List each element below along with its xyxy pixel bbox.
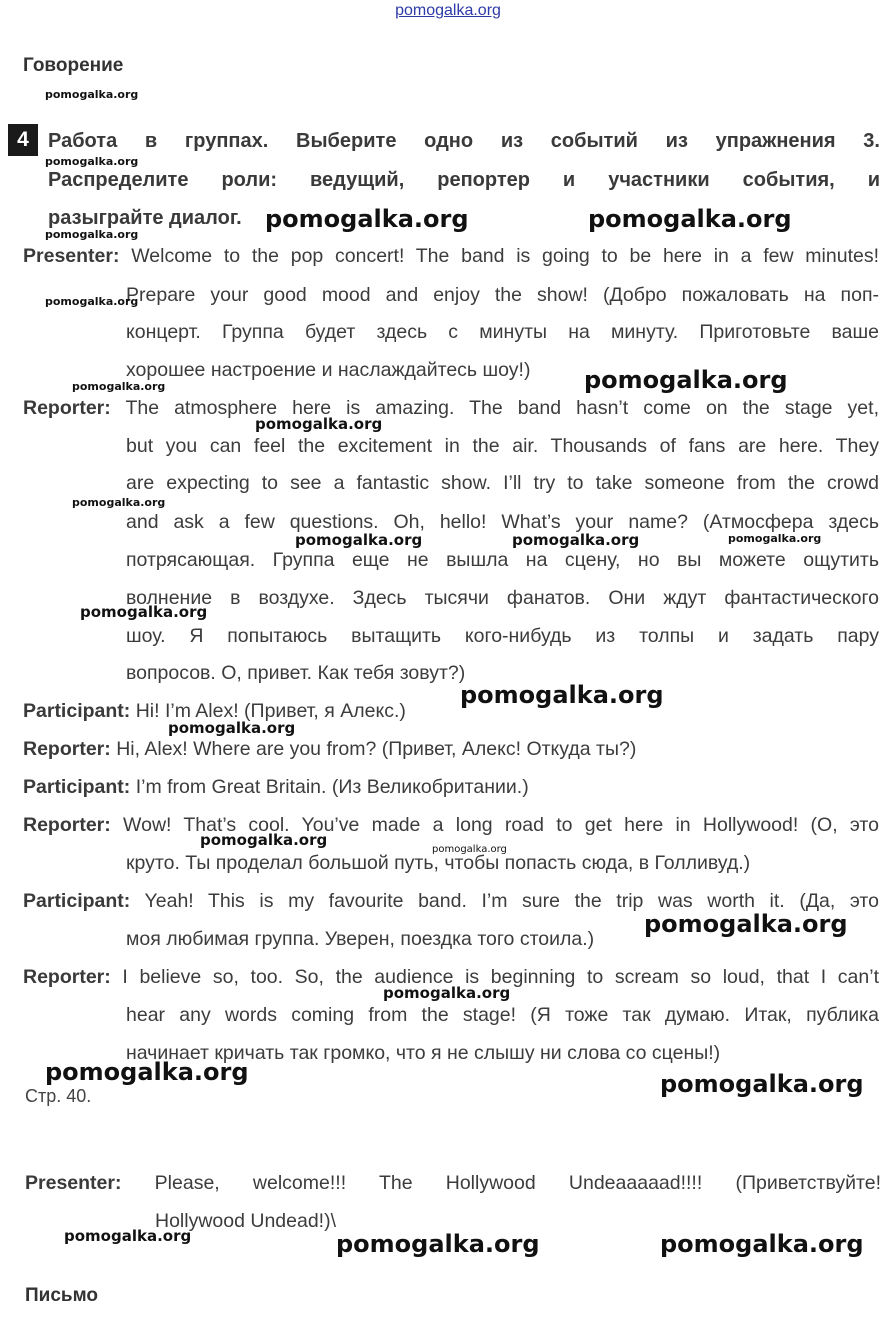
dialogue-line: концерт. Группа будет здесь с минуты на минуту. Приготовьте ваше <box>126 321 879 343</box>
dialogue-line: but you can feel the excitement in the air. Thousands of fans are here. They <box>126 435 879 457</box>
site-link[interactable]: pomogalka.org <box>395 2 501 19</box>
dialogue-line: Hollywood Undead!)\ <box>155 1210 337 1232</box>
dialogue-line: hear any words coming from the stage! (Я тоже так думаю. Итак, публика <box>126 1004 879 1026</box>
watermark: pomogalka.org <box>64 1227 192 1245</box>
dialogue-text: Please, welcome!!! The Hollywood Undeaaaaad!!!! (Приветствуйте! <box>154 1172 881 1194</box>
page-reference: Стр. 40. <box>25 1086 92 1106</box>
dialogue-text: I’m from Great Britain. (Из Великобритании.) <box>135 776 529 798</box>
watermark: pomogalka.org <box>588 205 792 233</box>
watermark: pomogalka.org <box>200 831 328 849</box>
watermark: pomogalka.org <box>336 1230 540 1258</box>
dialogue-line <box>23 396 879 420</box>
task-instruction-line-2: Распределите роли: ведущий, репортер и участники события, и <box>48 169 880 191</box>
task-instruction-line-3: разыграйте диалог. <box>48 207 242 229</box>
watermark: pomogalka.org <box>265 205 469 233</box>
dialogue-line: начинает кричать так громко, что я не слышу ни слова со сцены!) <box>126 1042 721 1064</box>
watermark: pomogalka.org <box>432 844 507 855</box>
dialogue-line: моя любимая группа. Уверен, поездка того стоила.) <box>126 928 595 950</box>
speaker-label: Participant: <box>23 700 131 722</box>
dialogue-text: Hi! I’m Alex! (Привет, я Алекс.) <box>135 700 406 722</box>
watermark: pomogalka.org <box>45 228 139 241</box>
watermark: pomogalka.org <box>80 603 208 621</box>
watermark: pomogalka.org <box>45 1058 249 1086</box>
speaker-label: Reporter: <box>23 738 111 760</box>
dialogue-line: and ask a few questions. Oh, hello! What’s your name? (Атмосфера здесь <box>126 511 879 533</box>
dialogue-text: Welcome to the pop concert! The band is going to be here in a few minutes! <box>131 245 879 267</box>
watermark: pomogalka.org <box>584 366 788 394</box>
watermark: pomogalka.org <box>72 380 166 393</box>
dialogue-line: волнение в воздухе. Здесь тысячи фанатов. Они ждут фантастического <box>126 587 879 609</box>
dialogue-line <box>25 1171 881 1195</box>
watermark: pomogalka.org <box>660 1070 864 1098</box>
watermark: pomogalka.org <box>644 910 848 938</box>
dialogue-line: шоу. Я попытаюсь вытащить кого-нибудь из толпы и задать пару <box>126 625 879 647</box>
dialogue-line: хорошее настроение и наслаждайтесь шоу!) <box>126 359 531 381</box>
watermark: pomogalka.org <box>295 531 423 549</box>
watermark: pomogalka.org <box>460 681 664 709</box>
dialogue-line: потрясающая. Группа еще не вышла на сцену, но вы можете ощутить <box>126 549 879 571</box>
speaker-label: Presenter: <box>23 245 120 267</box>
watermark: pomogalka.org <box>168 719 296 737</box>
watermark: pomogalka.org <box>383 984 511 1002</box>
speaker-label: Reporter: <box>23 966 111 988</box>
task-number-badge: 4 <box>8 124 38 156</box>
speaker-label: Participant: <box>23 890 131 912</box>
watermark: pomogalka.org <box>512 531 640 549</box>
watermark: pomogalka.org <box>72 496 166 509</box>
watermark: pomogalka.org <box>45 155 139 168</box>
dialogue-text: The atmosphere here is amazing. The band hasn’t come on the stage yet, <box>125 397 879 419</box>
speaker-label: Reporter: <box>23 397 111 419</box>
section-title-speaking: Говорение <box>23 55 124 76</box>
dialogue-line <box>23 813 879 837</box>
section-title-writing: Письмо <box>25 1285 98 1306</box>
dialogue-line: круто. Ты проделал большой путь, чтобы попасть сюда, в Голливуд.) <box>126 852 751 874</box>
dialogue-line: are expecting to see a fantastic show. I’ll try to take someone from the crowd <box>126 472 879 494</box>
dialogue-text: I believe so, too. So, the audience is beginning to scream so loud, that I can’t <box>122 966 879 988</box>
dialogue-line <box>23 737 636 761</box>
watermark: pomogalka.org <box>660 1230 864 1258</box>
dialogue-text: Hi, Alex! Where are you from? (Привет, Алекс! Откуда ты?) <box>116 738 637 760</box>
speaker-label: Participant: <box>23 776 131 798</box>
watermark: pomogalka.org <box>45 295 139 308</box>
dialogue-line: Prepare your good mood and enjoy the show! (Добро пожаловать на поп- <box>126 284 879 306</box>
dialogue-text: Wow! That’s cool. You’ve made a long road to get here in Hollywood! (О, это <box>123 814 879 836</box>
speaker-label: Reporter: <box>23 814 111 836</box>
dialogue-line <box>23 775 529 799</box>
dialogue-line: вопросов. О, привет. Как тебя зовут?) <box>126 662 466 684</box>
watermark: pomogalka.org <box>45 88 139 101</box>
dialogue-line <box>23 244 879 268</box>
watermark: pomogalka.org <box>255 415 383 433</box>
dialogue-text: Yeah! This is my favourite band. I’m sure the trip was worth it. (Да, это <box>144 890 879 912</box>
speaker-label: Presenter: <box>25 1172 122 1194</box>
watermark: pomogalka.org <box>728 532 822 545</box>
task-instruction-line-1: Работа в группах. Выберите одно из событий из упражнения 3. <box>48 130 880 152</box>
